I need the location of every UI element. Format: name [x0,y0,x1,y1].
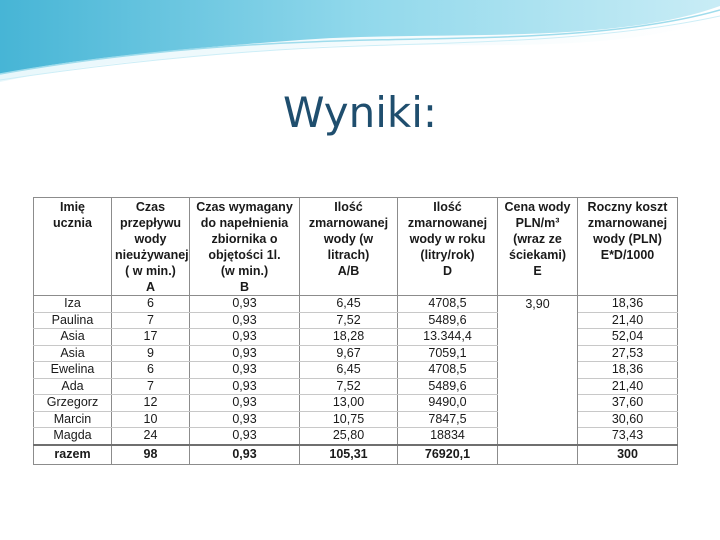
cell-water-price [498,345,578,362]
header-line: zmarnowanej [587,216,668,230]
header-line: Ilość [334,200,363,214]
table-row [34,296,678,313]
results-table [33,197,678,465]
header-line: do napełnienia [200,216,289,230]
header-line: wody w roku [409,232,486,246]
header-line: wody (w [323,232,374,246]
header-line: (litry/rok) [420,248,475,262]
column-header-fill-time [190,198,300,296]
cell-yearly-waste: 9490,0 [398,395,498,412]
header-line: A [145,280,156,294]
cell-fill-time: 0,93 [190,345,300,362]
cell-fill-time: 0,93 [190,395,300,412]
header-line: Imię [59,200,85,214]
header-line: A/B [337,264,360,278]
cell-student-name: Ada [34,378,112,395]
cell-yearly-cost: 73,43 [578,428,678,445]
header-line: ( w min.) [125,264,176,278]
header-line: Czas wymagany [196,200,293,214]
column-header-yearly-cost [578,198,678,296]
column-header-water-price [498,198,578,296]
total-yearly-cost: 300 [578,445,678,465]
header-line: przepływu [119,216,182,230]
cell-student-name: Asia [34,345,112,362]
header-line: ucznia [53,216,92,230]
cell-flow-time: 6 [112,362,190,379]
table-row [34,362,678,379]
column-header-student-name [34,198,112,296]
header-line: zmarnowanej [407,216,488,230]
cell-yearly-waste: 4708,5 [398,296,498,313]
cell-student-name: Paulina [34,312,112,329]
cell-fill-time: 0,93 [190,296,300,313]
cell-wasted-water: 7,52 [300,378,398,395]
cell-yearly-waste: 13.344,4 [398,329,498,346]
header-line: Cena wody [504,200,571,214]
cell-flow-time: 10 [112,411,190,428]
cell-flow-time: 7 [112,312,190,329]
slide-title: Wyniki: [282,88,438,137]
cell-fill-time: 0,93 [190,362,300,379]
cell-wasted-water: 9,67 [300,345,398,362]
header-line: nieużywanej [115,248,189,262]
total-row [34,445,678,465]
cell-wasted-water: 6,45 [300,296,398,313]
cell-yearly-cost: 52,04 [578,329,678,346]
cell-yearly-cost: 18,36 [578,296,678,313]
cell-wasted-water: 13,00 [300,395,398,412]
cell-student-name: Ewelina [34,362,112,379]
cell-flow-time: 6 [112,296,190,313]
header-line: B [239,280,250,294]
cell-flow-time: 9 [112,345,190,362]
header-line: zbiornika o [211,232,278,246]
cell-yearly-waste: 4708,5 [398,362,498,379]
header-line: Czas [135,200,166,214]
cell-fill-time: 0,93 [190,428,300,445]
cell-water-price [498,395,578,412]
column-header-wasted-water [300,198,398,296]
cell-student-name: Iza [34,296,112,313]
total-water-price [498,445,578,465]
header-line: D [442,264,453,278]
cell-fill-time: 0,93 [190,411,300,428]
cell-yearly-cost: 30,60 [578,411,678,428]
table-row [34,312,678,329]
cell-flow-time: 12 [112,395,190,412]
cell-yearly-waste: 7847,5 [398,411,498,428]
header-line: E*D/1000 [600,248,655,262]
cell-yearly-waste: 5489,6 [398,312,498,329]
header-line: ściekami) [509,248,566,262]
cell-yearly-waste: 7059,1 [398,345,498,362]
cell-water-price [498,378,578,395]
cell-yearly-cost: 27,53 [578,345,678,362]
cell-flow-time: 17 [112,329,190,346]
column-header-flow-time [112,198,190,296]
table-header-row [34,198,678,296]
table-row [34,428,678,445]
cell-fill-time: 0,93 [190,312,300,329]
table-row [34,329,678,346]
total-fill-time: 0,93 [190,445,300,465]
cell-wasted-water: 25,80 [300,428,398,445]
total-flow-time: 98 [112,445,190,465]
header-line: wody (PLN) [593,232,662,246]
cell-flow-time: 7 [112,378,190,395]
cell-wasted-water: 7,52 [300,312,398,329]
cell-yearly-cost: 21,40 [578,378,678,395]
cell-student-name: Grzegorz [34,395,112,412]
header-line: PLN/m³ [515,216,560,230]
cell-water-price [498,411,578,428]
cell-water-price: 3,90 [498,296,578,313]
header-line: E [533,264,542,278]
cell-yearly-cost: 37,60 [578,395,678,412]
cell-student-name: Asia [34,329,112,346]
header-line: Roczny koszt [587,200,668,214]
table-row [34,345,678,362]
cell-student-name: Magda [34,428,112,445]
cell-yearly-waste: 5489,6 [398,378,498,395]
cell-wasted-water: 18,28 [300,329,398,346]
cell-flow-time: 24 [112,428,190,445]
header-line: zmarnowanej [308,216,389,230]
header-line: wody [134,232,167,246]
column-header-yearly-waste [398,198,498,296]
header-line: Ilość [433,200,462,214]
table-row [34,378,678,395]
cell-yearly-cost: 21,40 [578,312,678,329]
header-wave-decoration [0,0,720,90]
cell-water-price [498,428,578,445]
total-student-name: razem [34,445,112,465]
cell-water-price [498,312,578,329]
cell-wasted-water: 10,75 [300,411,398,428]
header-line: objętości 1l. [208,248,281,262]
cell-fill-time: 0,93 [190,329,300,346]
header-line: litrach) [327,248,370,262]
table-row [34,395,678,412]
cell-wasted-water: 6,45 [300,362,398,379]
total-wasted-water: 105,31 [300,445,398,465]
table-row [34,411,678,428]
header-line: (wraz ze [513,232,562,246]
cell-water-price [498,329,578,346]
cell-water-price [498,362,578,379]
total-yearly-waste: 76920,1 [398,445,498,465]
cell-yearly-waste: 18834 [398,428,498,445]
header-line: (w min.) [220,264,269,278]
cell-student-name: Marcin [34,411,112,428]
cell-yearly-cost: 18,36 [578,362,678,379]
cell-fill-time: 0,93 [190,378,300,395]
